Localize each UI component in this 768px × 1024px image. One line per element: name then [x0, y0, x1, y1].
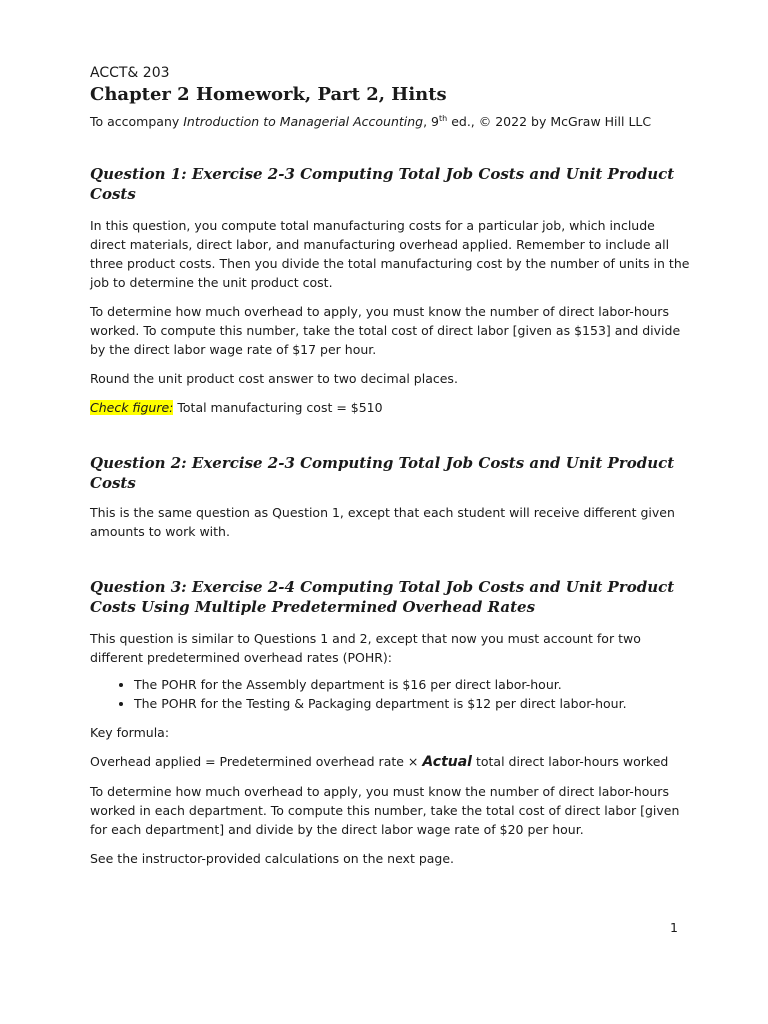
question-1-heading: Question 1: Exercise 2-3 Computing Total Job Costs and Unit Product Costs: [90, 165, 675, 204]
question-1-paragraph-2: To determine how much overhead to apply, you must know the number of direct labor-hours worked. To compute this number, take the total cost of direct labor [given as $153] and divide by the direct labor wage rate of $17 per hour.: [90, 304, 681, 358]
subtitle-prefix: To accompany: [90, 114, 184, 130]
book-title: Introduction to Managerial Accounting: [183, 114, 424, 130]
edition-superscript: th: [439, 114, 448, 123]
document-page: [90, 64, 690, 868]
formula-suffix: total direct labor-hours worked: [471, 754, 669, 770]
subtitle-edition: , 9: [423, 114, 440, 130]
list-item: • The POHR for the Testing & Packaging department is $12 per direct labor-hour.: [134, 694, 690, 713]
formula-prefix: Overhead applied = Predetermined overhead rate ×: [90, 754, 423, 770]
question-1-paragraph-1: In this question, you compute total manufacturing costs for a particular job, which include direct materials, direct labor, and manufacturing overhead applied. Remember to include all three product costs. Then you divide the total manufacturing cost by the number of units in the job to determine the unit product cost.: [90, 218, 690, 291]
question-1-paragraph-3: Round the unit product cost answer to two decimal places.: [90, 371, 458, 387]
document-subtitle: [90, 110, 690, 131]
question-1-check-figure: [90, 398, 690, 417]
document-title: Chapter 2 Homework, Part 2, Hints: [90, 84, 447, 105]
question-3-paragraph-3: See the instructor-provided calculations on the next page.: [90, 851, 455, 867]
question-3-paragraph-1: This question is similar to Questions 1 and 2, except that now you must account for two different predetermined overhead rates (POHR):: [90, 631, 641, 666]
formula-actual: Actual: [422, 754, 472, 771]
subtitle-suffix: ed., © 2022 by McGraw Hill LLC: [447, 114, 652, 130]
question-3-heading: Question 3: Exercise 2-4 Computing Total Job Costs and Unit Product Costs Using Multiple Predetermined Overhead Rates: [90, 578, 675, 617]
check-figure-label: Check figure:: [90, 400, 174, 416]
question-2-paragraph-1: This is the same question as Question 1, except that each student will receive different given amounts to work with.: [90, 505, 675, 540]
list-item: • The POHR for the Assembly department is $16 per direct labor-hour.: [134, 675, 690, 694]
key-formula: [90, 752, 690, 772]
question-3-paragraph-2: To determine how much overhead to apply, you must know the number of direct labor-hours worked in each department. To compute this number, take the total cost of direct labor [given for each department] and divide by the direct labor wage rate of $20 per hour.: [90, 784, 680, 838]
question-2-heading: Question 2: Exercise 2-3 Computing Total Job Costs and Unit Product Costs: [90, 454, 675, 493]
page-number: 1: [670, 920, 678, 935]
pohr-list: [90, 675, 690, 713]
check-figure-text: Total manufacturing cost = $510: [173, 400, 383, 416]
course-code: ACCT& 203: [90, 65, 170, 81]
key-formula-label: Key formula:: [90, 725, 170, 741]
